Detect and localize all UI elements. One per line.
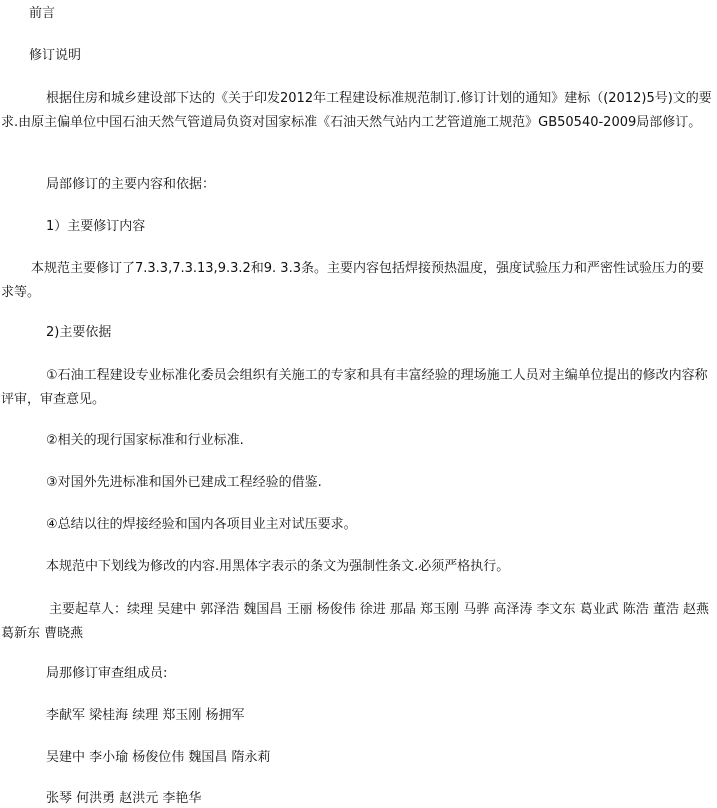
item2-heading: 2)主要依据 <box>46 325 112 340</box>
item1-heading: 1）主要修订内容 <box>46 219 146 234</box>
main-content-heading: 局部修订的主要内容和依据： <box>46 177 216 192</box>
basis-3: ③对国外先进标准和国外已建成工程经验的借鉴. <box>46 475 322 490</box>
basis-1: ①石油工程建设专业标准化委员会组织有关施工的专家和具有丰富经验的理场施工人员对主编单位提出的修改内容称评审，审查意见。 <box>1 368 708 407</box>
basis-2: ②相关的现行国家标准和行业标准. <box>46 433 244 448</box>
intro-paragraph: 根据住房和城乡建设部下达的《关于印发2012年工程建设标准规范制订.修订计划的通知》建标（(2012)5号)文的要求.由原主偏单位中国石油天然气管道局负资对国家标准《石油天然气站内工艺管道施工规范》GB50540-2009局部修订。 <box>1 91 712 130</box>
reviewers-line-1: 李献军 梁桂海 续理 郑玉刚 杨拥军 <box>46 708 245 723</box>
reviewers-line-2: 吴建中 李小瑜 杨俊位伟 魏国昌 隋永莉 <box>46 750 271 765</box>
preface-heading: 前言 <box>29 6 56 21</box>
underline-note: 本规范中下划线为修改的内容.用黑体字表示的条文为强制性条文.必须严格执行。 <box>46 559 510 574</box>
revision-notes-title: 修订说明 <box>29 48 82 63</box>
reviewers-heading: 局那修订审查组成员: <box>46 666 168 681</box>
basis-4: ④总结以往的焊接经验和国内各项目业主对试压要求。 <box>46 517 357 532</box>
reviewers-line-3: 张琴 何洪勇 赵洪元 李艳华 <box>46 791 202 806</box>
item1-body: 本规范主要修订了7.3.3,7.3.13,9.3.2和9. 3.3条。主要内容包括焊接预热温度，强度试验压力和严密性试验压力的要求等。 <box>1 261 704 300</box>
drafters-list: 主要起草人：续理 吴建中 郭泽浩 魏国昌 王丽 杨俊伟 徐进 那晶 郑玉刚 马骅 高泽涛 李文东 葛业武 陈浩 董浩 赵燕 葛新东 曹晓燕 <box>1 602 709 641</box>
